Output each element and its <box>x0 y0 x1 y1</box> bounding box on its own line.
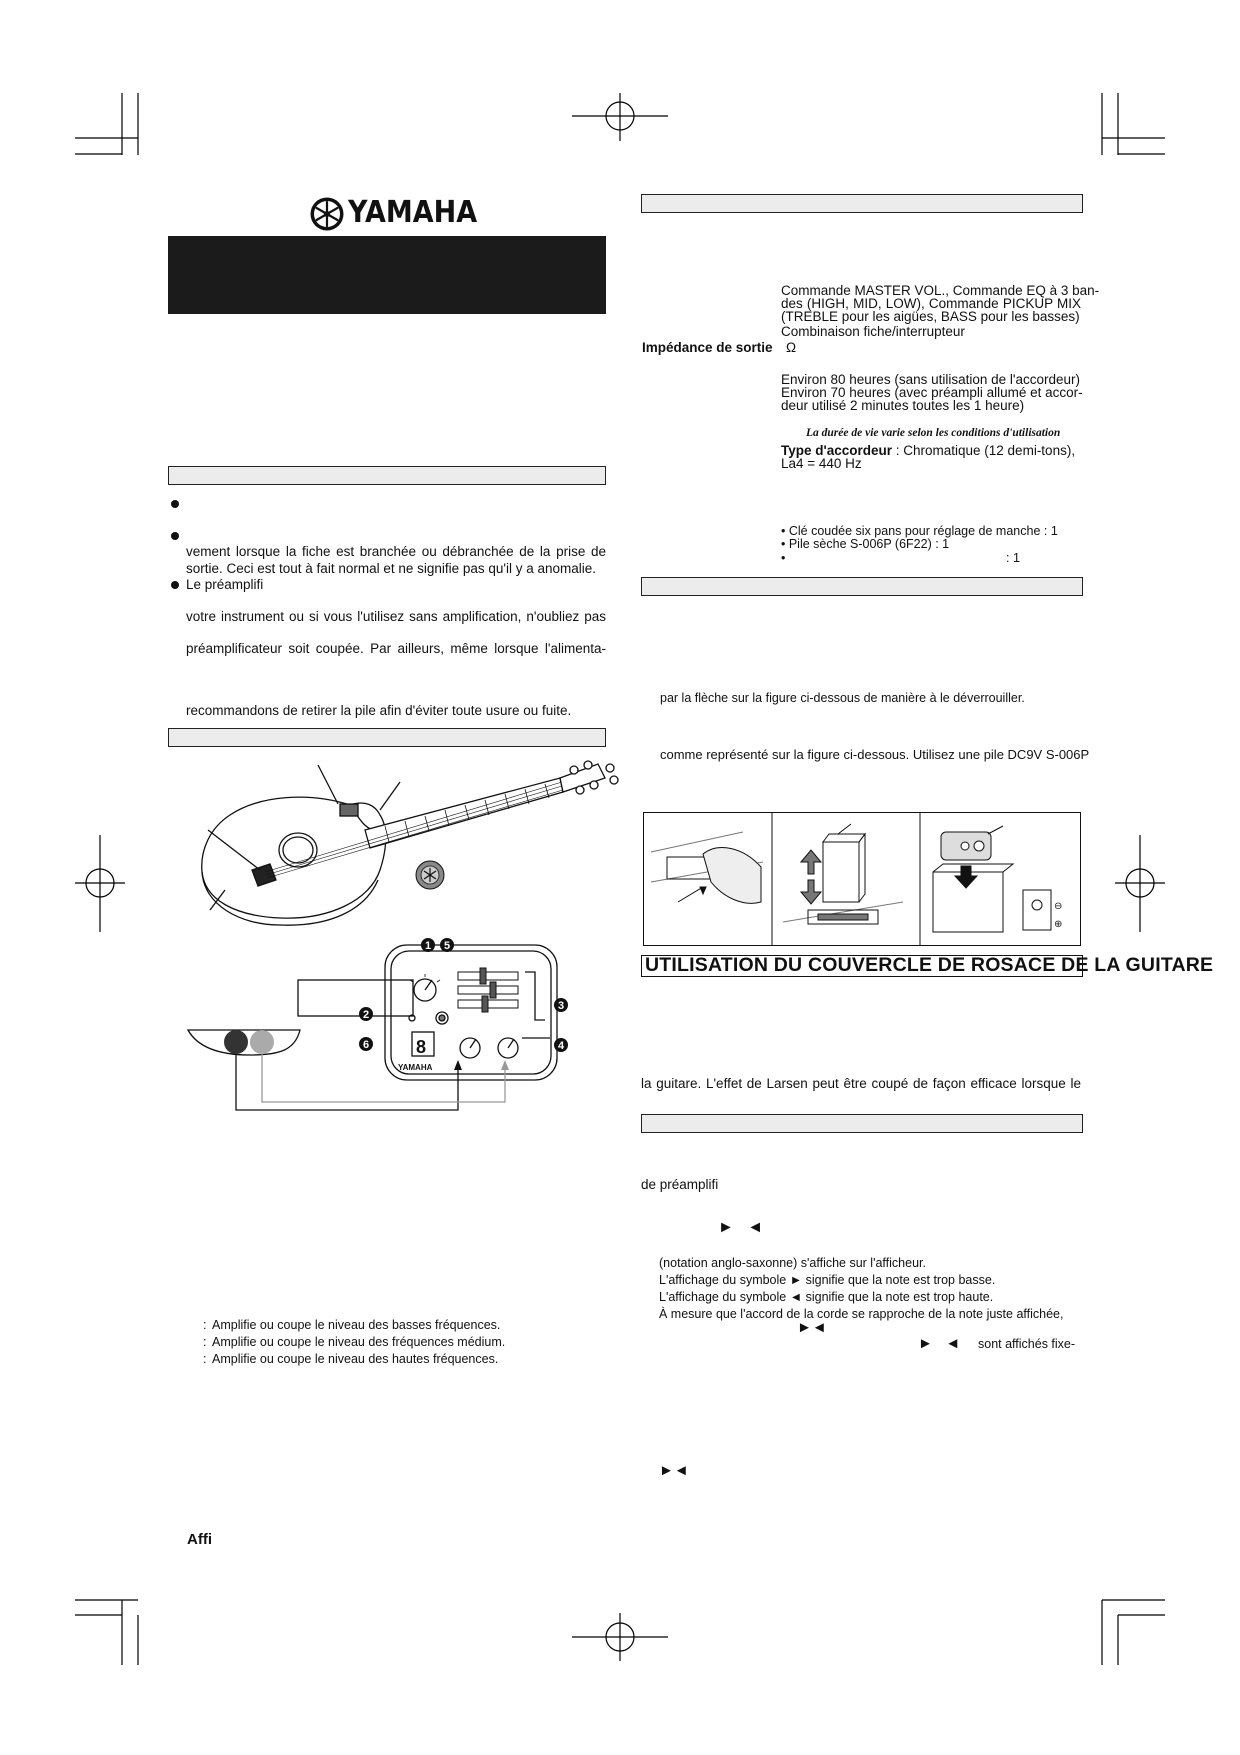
sharp-arrow-icon: ◄ <box>747 1219 764 1236</box>
bullet <box>171 500 179 508</box>
in-tune-symbol-icon: ►◄ <box>797 1319 827 1336</box>
eq-high-description: Amplifie ou coupe le niveau des hautes fréquences. <box>212 1352 499 1366</box>
spec-accessory-qty: : 1 <box>1006 551 1020 565</box>
rosace-paragraph-line: la guitare. L'effet de Larsen peut être coupé de façon efficace lorsque le <box>641 1076 1081 1091</box>
paragraph-line: recommandons de retirer la pile afin d'éviter toute usure ou fuite. <box>186 703 572 718</box>
tuner-paragraph-line <box>659 1273 995 1287</box>
svg-text:⊕: ⊕ <box>1054 919 1063 930</box>
tuner-high-suffix: signifie que la note est trop haute. <box>805 1290 994 1304</box>
spec-controls-line: Commande MASTER VOL., Commande EQ à 3 ban- <box>781 283 1100 298</box>
preamp-panel-diagram <box>180 930 600 1140</box>
spec-battery-note: La durée de vie varie selon les conditions d'utilisation <box>806 427 1061 439</box>
eq-mid-description: Amplifie ou coupe le niveau des fréquences médium. <box>212 1335 506 1349</box>
callout-2-label: 2 <box>362 1009 370 1021</box>
spec-accessory: • Clé coudée six pans pour réglage de manche : 1 <box>781 524 1058 538</box>
spec-impedance-label: Impédance de sortie <box>642 340 773 355</box>
tuner-paragraph-line: sont affichés fixe- <box>978 1337 1076 1351</box>
section-header-bar-precautions <box>168 466 606 485</box>
spec-battery-line: Environ 80 heures (sans utilisation de l'accordeur) <box>781 372 1080 387</box>
tuner-paragraph-line: de préamplifi <box>641 1177 719 1192</box>
section-header-bar-parts <box>168 728 606 747</box>
spec-impedance-unit: Ω <box>786 340 797 355</box>
spec-jack: Combinaison fiche/interrupteur <box>781 324 965 339</box>
brand-wordmark: YAMAHA <box>348 195 478 230</box>
sharp-arrow-icon: ◄ <box>945 1335 961 1352</box>
tuner-symbols <box>718 1220 763 1236</box>
paragraph-line: préamplificateur soit coupée. Par ailleurs, même lorsque l'alimenta- <box>186 641 606 656</box>
paragraph-line: vement lorsque la fiche est branchée ou débranchée de la prise de <box>186 544 606 559</box>
title-block <box>168 236 606 314</box>
tuner-symbols-fixed <box>918 1336 960 1351</box>
spec-tuner-value2: La4 = 440 Hz <box>781 456 862 471</box>
paragraph-line: votre instrument ou si vous l'utilisez sans amplification, n'oubliez pas <box>186 609 606 624</box>
callout-4-label: 4 <box>557 1040 565 1052</box>
paragraph-line: sortie. Ceci est tout à fait normal et ne signifie pas qu'il y a anomalie. <box>186 561 597 576</box>
sharp-arrow-icon: ◄ <box>789 1290 803 1304</box>
tuner-high-prefix: L'affichage du symbole <box>659 1290 787 1304</box>
in-tune-symbol-icon: ►◄ <box>659 1462 689 1479</box>
subheading-affichage: Affi <box>187 1531 212 1548</box>
spec-tuner-value: : Chromatique (12 demi-tons), <box>892 443 1076 458</box>
bullet <box>171 532 179 540</box>
flat-arrow-icon: ► <box>718 1219 734 1236</box>
spec-accessory: • Pile sèche S-006P (6F22) : 1 <box>781 537 950 551</box>
callout-5-label: 5 <box>443 940 451 952</box>
paragraph-line: Le préamplifi <box>186 577 264 592</box>
yamaha-tuning-fork-logo-icon <box>309 196 345 232</box>
section-header-bar-specifications <box>641 194 1083 213</box>
tuner-paragraph-line: À mesure que l'accord de la corde se rapproche de la note juste affichée, <box>659 1307 1064 1321</box>
section-title-rosace: UTILISATION DU COUVERCLE DE ROSACE DE LA GUITARE <box>645 954 1214 976</box>
callout-6-label: 6 <box>362 1039 370 1051</box>
spec-accessory: • <box>781 551 786 565</box>
battery-instruction-line: par la flèche sur la figure ci-dessous de manière à le déverrouiller. <box>660 691 1025 705</box>
tuner-paragraph-line <box>659 1290 993 1304</box>
eq-colon: : <box>203 1335 207 1349</box>
eq-colon: : <box>203 1352 207 1366</box>
svg-text:8: 8 <box>416 1037 427 1057</box>
spec-controls-line: des (HIGH, MID, LOW), Commande PICKUP MIX <box>781 296 1081 311</box>
tuner-low-suffix: signifie que la note est trop basse. <box>805 1273 996 1287</box>
bullet <box>171 581 179 589</box>
spec-controls-line: (TREBLE pour les aigües, BASS pour les basses) <box>781 309 1080 324</box>
spec-tuner-label-bold: Type d'accordeur <box>781 443 892 458</box>
flat-arrow-icon: ► <box>918 1335 933 1352</box>
section-header-bar-battery <box>641 577 1083 596</box>
callout-1-label: 1 <box>424 940 432 952</box>
tuner-low-prefix: L'affichage du symbole <box>659 1273 787 1287</box>
section-header-bar-tuner <box>641 1114 1083 1133</box>
battery-replacement-figures <box>643 812 1081 946</box>
tuner-paragraph-line: (notation anglo-saxonne) s'affiche sur l'afficheur. <box>659 1256 926 1270</box>
eq-low-description: Amplifie ou coupe le niveau des basses fréquences. <box>212 1318 501 1332</box>
spec-battery-line: Environ 70 heures (avec préampli allumé et accor- <box>781 385 1083 400</box>
spec-battery-line: deur utilisé 2 minutes toutes les 1 heure) <box>781 398 1025 413</box>
battery-instruction-line: comme représenté sur la figure ci-dessous. Utilisez une pile DC9V S-006P <box>660 747 1090 762</box>
eq-colon: : <box>203 1318 207 1332</box>
flat-arrow-icon: ► <box>789 1273 803 1287</box>
callout-3-label: 3 <box>557 1000 565 1012</box>
svg-text:⊖: ⊖ <box>1054 901 1063 912</box>
panel-brand-label: YAMAHA <box>398 1063 433 1072</box>
